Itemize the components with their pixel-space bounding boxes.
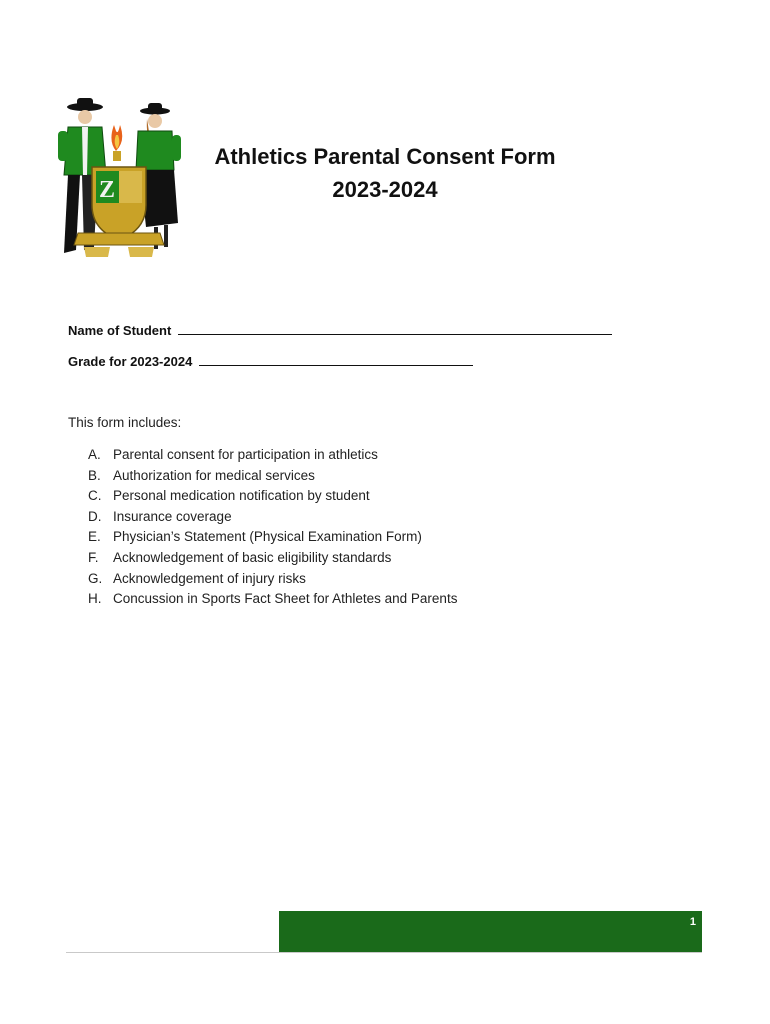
footer-divider — [66, 952, 702, 953]
item-text: Physician’s Statement (Physical Examination Form) — [113, 529, 422, 545]
item-letter: B. — [88, 467, 101, 483]
item-text: Parental consent for participation in athletics — [113, 447, 378, 462]
item-text: Acknowledgement of injury risks — [113, 570, 306, 586]
list-item — [88, 549, 457, 570]
school-crest-logo — [50, 95, 185, 267]
item-letter: G. — [88, 570, 103, 586]
footer-bar — [279, 911, 702, 952]
item-letter: E. — [88, 529, 101, 545]
item-text: Authorization for medical services — [113, 467, 315, 483]
list-item — [88, 590, 457, 611]
school-crest-icon — [50, 95, 185, 267]
list-item — [88, 508, 457, 529]
list-item — [88, 487, 457, 508]
title-block — [190, 140, 580, 206]
list-item — [88, 467, 457, 488]
student-name-label: Name of Student — [68, 323, 172, 338]
item-letter: D. — [88, 508, 102, 524]
svg-text:Z: Z — [99, 177, 116, 203]
grade-blank[interactable] — [199, 354, 473, 366]
item-letter: C. — [88, 488, 102, 504]
item-letter: H. — [88, 591, 102, 607]
item-letter: A. — [88, 447, 101, 462]
item-letter: F. — [88, 549, 99, 565]
item-text: Personal medication notification by student — [113, 488, 370, 504]
grade-label: Grade for 2023-2024 — [68, 354, 193, 369]
form-year: 2023-2024 — [332, 177, 438, 202]
item-text: Concussion in Sports Fact Sheet for Athletes and Parents — [113, 591, 458, 607]
list-item — [88, 528, 457, 549]
item-text: Acknowledgement of basic eligibility standards — [113, 549, 392, 565]
list-item — [88, 570, 457, 591]
form-includes-intro: This form includes: — [68, 415, 182, 430]
form-contents-list — [88, 446, 457, 611]
item-text: Insurance coverage — [113, 508, 232, 524]
form-title: Athletics Parental Consent Form — [214, 144, 556, 169]
page-number: 1 — [689, 916, 696, 928]
grade-field[interactable] — [68, 354, 473, 369]
list-item — [88, 446, 457, 467]
student-name-field[interactable] — [68, 323, 612, 338]
student-name-blank[interactable] — [178, 323, 612, 335]
